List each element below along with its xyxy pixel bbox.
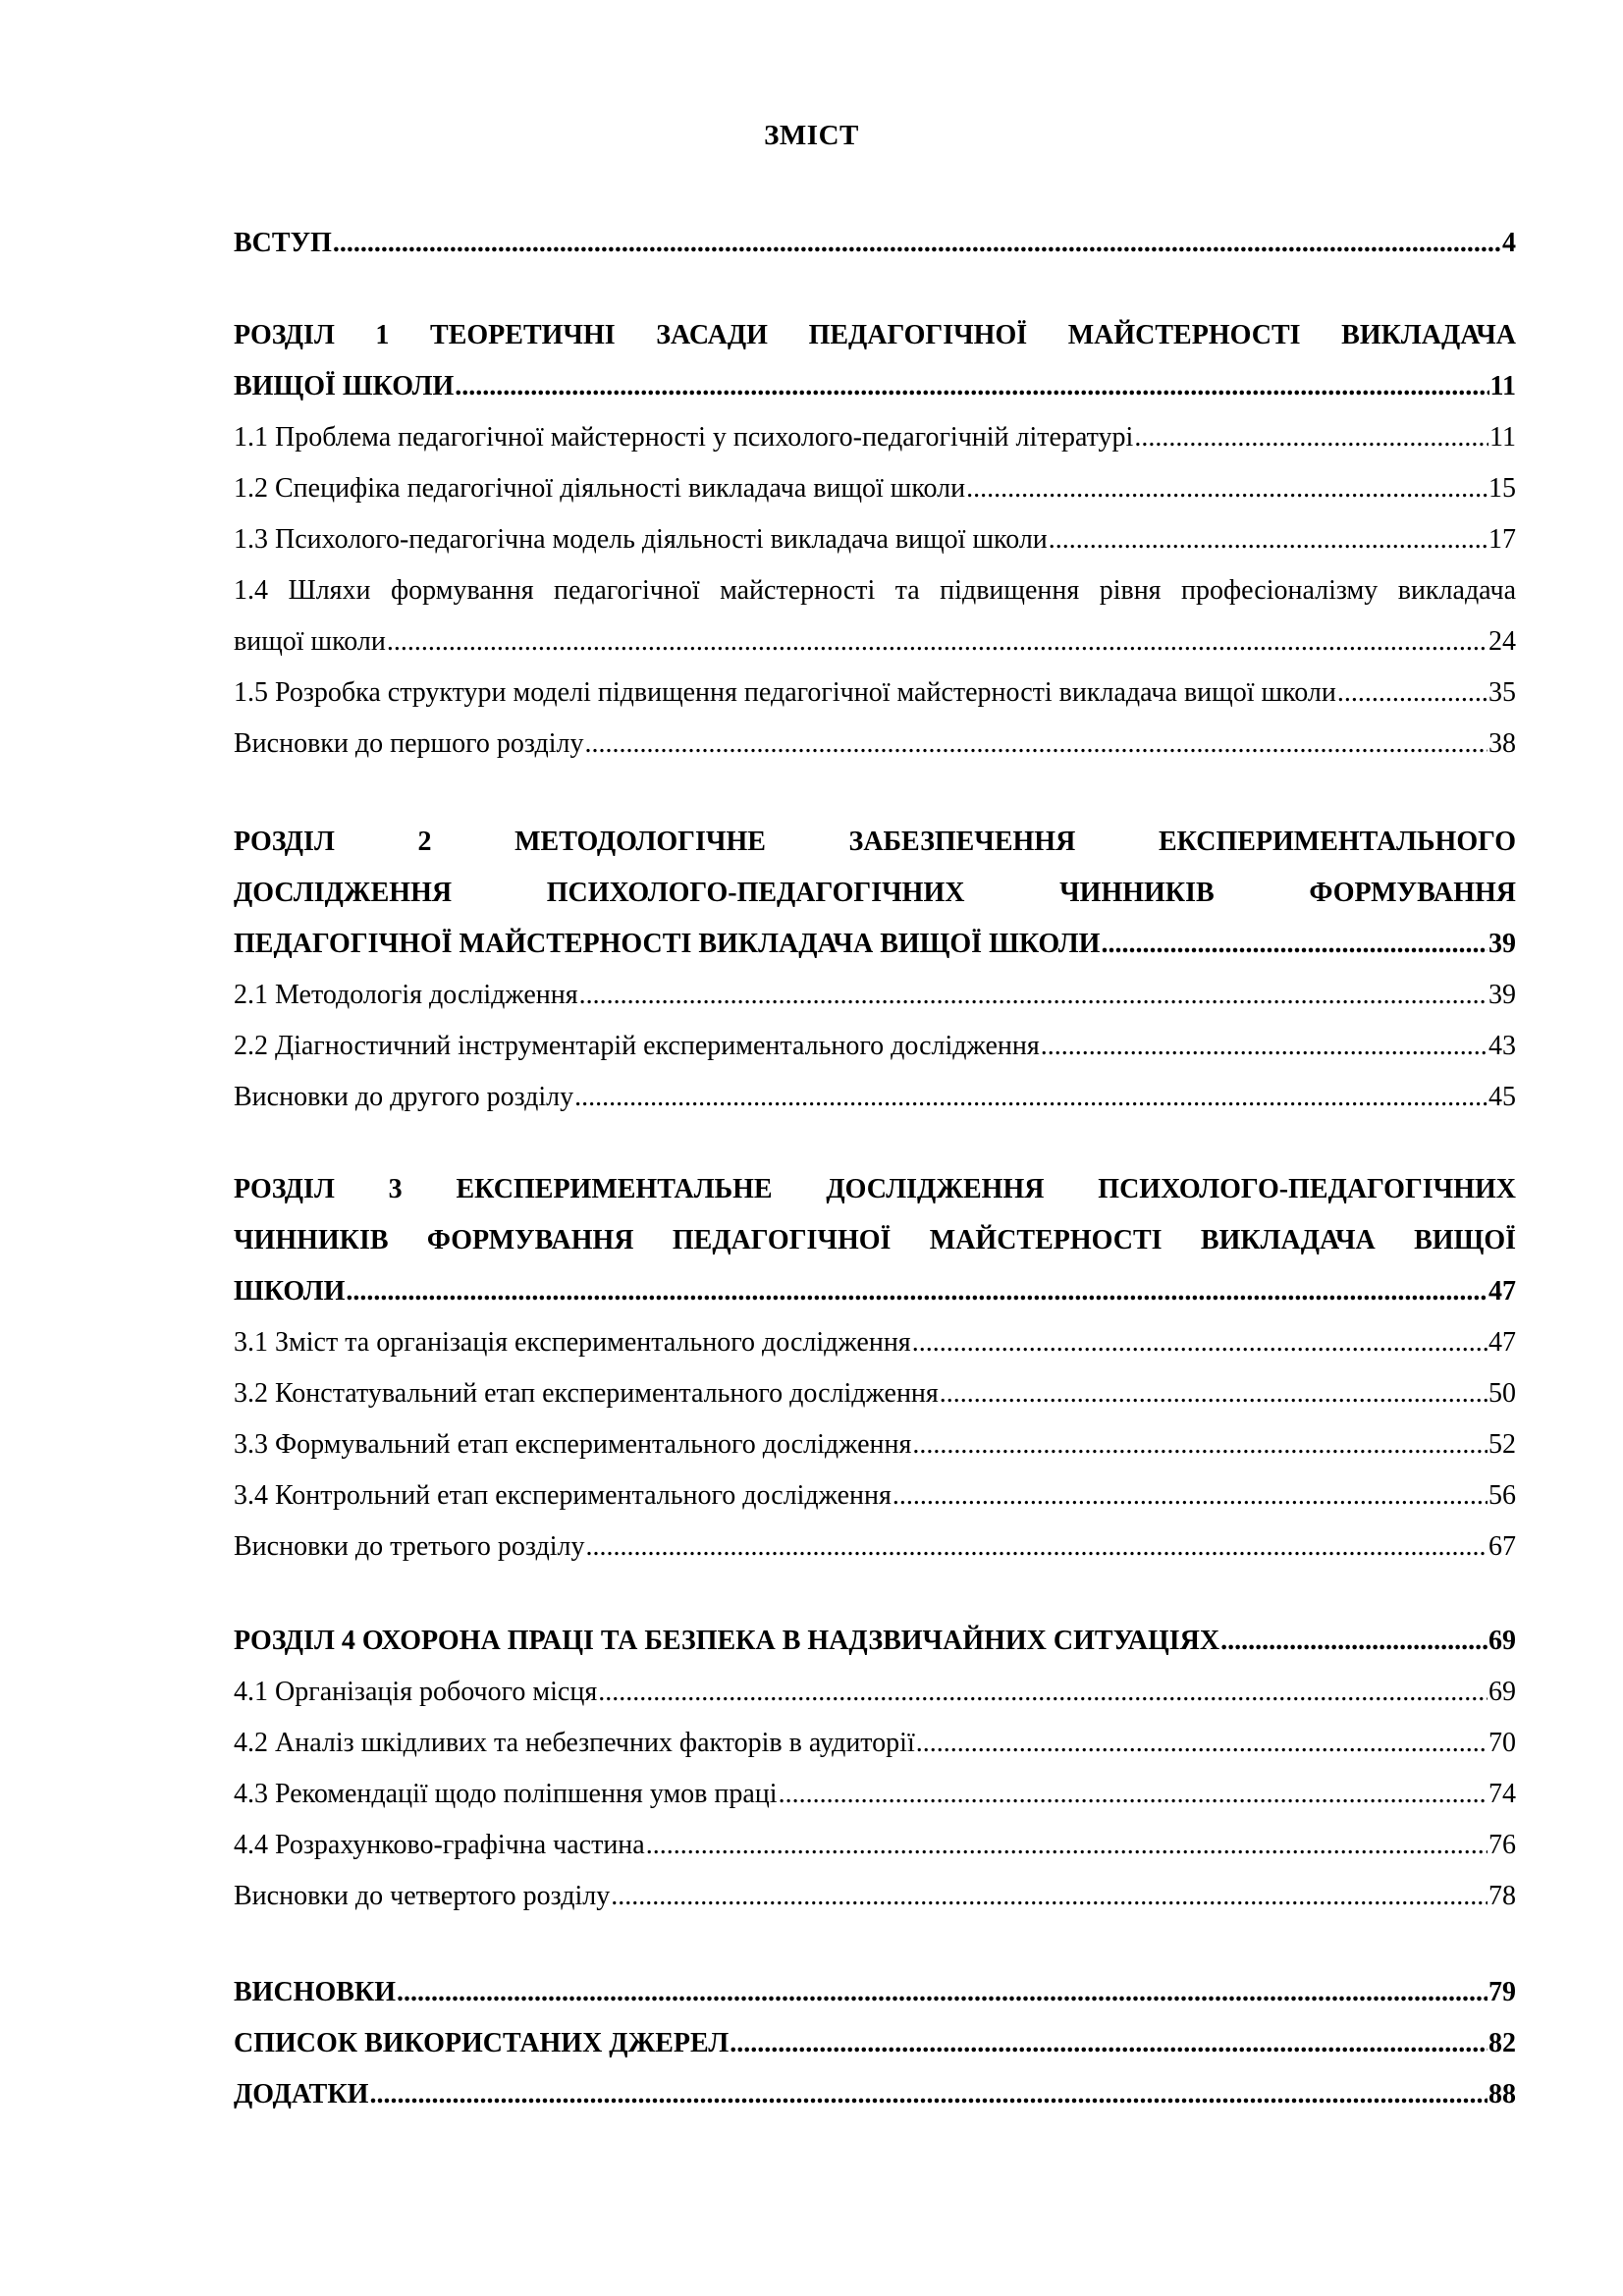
dot-leader <box>1101 919 1488 970</box>
toc-entry-text: 4.4 Розрахунково-графічна частина <box>234 1830 645 1860</box>
toc-entry-text: 1.1 Проблема педагогічної майстерності у психолого-педагогічній літературі <box>234 422 1134 453</box>
toc-section-3 <box>234 1164 1516 1573</box>
toc-entry-text: ВИСНОВКИ <box>234 1977 396 2007</box>
toc-page-number: 52 <box>1488 1429 1516 1460</box>
toc-entry[interactable] <box>234 463 1516 514</box>
toc-entry[interactable] <box>234 1769 1516 1820</box>
dot-leader <box>387 616 1488 667</box>
toc-entry-text: 4.2 Аналіз шкідливих та небезпечних факторів в аудиторії <box>234 1728 915 1758</box>
toc-entry[interactable] <box>234 667 1516 719</box>
dot-leader <box>1041 1021 1488 1072</box>
dot-leader <box>916 1718 1488 1769</box>
section-heading-line: ДОСЛІДЖЕННЯ ПСИХОЛОГО-ПЕДАГОГІЧНИХ ЧИННИКІВ ФОРМУВАННЯ <box>234 878 1516 908</box>
dot-leader <box>585 1522 1488 1573</box>
toc-entry-text: 1.5 Розробка структури моделі підвищення педагогічної майстерності викладача вищої школи <box>234 677 1336 708</box>
toc-entry-text: 1.2 Специфіка педагогічної діяльності викладача вищої школи <box>234 473 966 504</box>
toc-entry-text: 1.4 Шляхи формування педагогічної майстерності та підвищення рівня професіоналізму викладача <box>234 575 1516 606</box>
toc-end-matter <box>234 1967 1516 2120</box>
toc-page-number: 24 <box>1488 626 1516 657</box>
toc-entry[interactable] <box>234 1667 1516 1718</box>
dot-leader <box>893 1470 1488 1522</box>
toc-entry[interactable] <box>234 719 1516 770</box>
toc-entry[interactable] <box>234 565 1516 667</box>
toc-page-number: 4 <box>1502 228 1516 258</box>
section-heading-line: РОЗДІЛ 3 ЕКСПЕРИМЕНТАЛЬНЕ ДОСЛІДЖЕННЯ ПСИХОЛОГО-ПЕДАГОГІЧНИХ <box>234 1174 1516 1204</box>
toc-page-number: 43 <box>1488 1031 1516 1061</box>
toc-entry-text: 2.1 Методологія дослідження <box>234 980 578 1010</box>
section-heading-line: ШКОЛИ <box>234 1276 346 1307</box>
toc-entry[interactable] <box>234 1871 1516 1922</box>
dot-leader <box>579 970 1488 1021</box>
toc-entry-text: 2.2 Діагностичний інструментарій експериментального дослідження <box>234 1031 1040 1061</box>
toc-page-number: 79 <box>1488 1977 1516 2007</box>
section-1-heading[interactable] <box>234 310 1516 412</box>
toc-entry-text: 3.1 Зміст та організація експериментального дослідження <box>234 1327 911 1358</box>
section-2-heading[interactable] <box>234 817 1516 970</box>
toc-entry-text: Висновки до першого розділу <box>234 728 584 759</box>
toc-entry[interactable] <box>234 2069 1516 2120</box>
section-heading-line: РОЗДІЛ 2 МЕТОДОЛОГІЧНЕ ЗАБЕЗПЕЧЕННЯ ЕКСПЕРИМЕНТАЛЬНОГО <box>234 827 1516 857</box>
toc-entry[interactable] <box>234 1967 1516 2018</box>
toc-entry-text: 3.4 Контрольний етап експериментального дослідження <box>234 1480 892 1511</box>
toc-page-number: 69 <box>1488 1626 1516 1656</box>
toc-page-number: 35 <box>1488 677 1516 708</box>
toc-entry-text: 1.3 Психолого-педагогічна модель діяльності викладача вищої школи <box>234 524 1048 555</box>
toc-entry-text: 4.1 Організація робочого місця <box>234 1677 598 1707</box>
toc-page-number: 88 <box>1488 2079 1516 2109</box>
dot-leader <box>369 2069 1488 2120</box>
toc-entry[interactable] <box>234 218 1516 269</box>
toc-page-number: 47 <box>1488 1327 1516 1358</box>
dot-leader <box>1220 1616 1488 1667</box>
dot-leader <box>779 1769 1488 1820</box>
dot-leader <box>1134 412 1488 463</box>
section-heading-line: РОЗДІЛ 4 ОХОРОНА ПРАЦІ ТА БЕЗПЕКА В НАДЗВИЧАЙНИХ СИТУАЦІЯХ <box>234 1626 1220 1656</box>
dot-leader <box>730 2018 1488 2069</box>
section-heading-line: ВИЩОЇ ШКОЛИ <box>234 371 455 401</box>
dot-leader <box>611 1871 1488 1922</box>
section-heading-line: ЧИННИКІВ ФОРМУВАННЯ ПЕДАГОГІЧНОЇ МАЙСТЕРНОСТІ ВИКЛАДАЧА ВИЩОЇ <box>234 1225 1516 1255</box>
toc-entry[interactable] <box>234 1072 1516 1123</box>
dot-leader <box>940 1368 1488 1419</box>
toc-page-number: 47 <box>1488 1276 1516 1307</box>
toc-section-2 <box>234 817 1516 1123</box>
toc-entry-text: ВСТУП <box>234 228 332 258</box>
toc-page-number: 38 <box>1488 728 1516 759</box>
toc-entry[interactable] <box>234 1820 1516 1871</box>
dot-leader <box>646 1820 1488 1871</box>
toc-entry[interactable] <box>234 514 1516 565</box>
toc-page-number: 56 <box>1488 1480 1516 1511</box>
toc-page-number: 11 <box>1489 371 1516 401</box>
toc-page-number: 78 <box>1488 1881 1516 1911</box>
toc-entry[interactable] <box>234 1470 1516 1522</box>
dot-leader <box>912 1419 1488 1470</box>
toc-entry[interactable] <box>234 412 1516 463</box>
toc-page-number: 15 <box>1488 473 1516 504</box>
toc-title: ЗМІСТ <box>764 120 859 151</box>
toc-entry-text: 3.2 Констатувальний етап експериментального дослідження <box>234 1378 939 1409</box>
toc-entry[interactable] <box>234 2018 1516 2069</box>
dot-leader <box>574 1072 1488 1123</box>
toc-entry-text: Висновки до другого розділу <box>234 1082 574 1112</box>
toc-page-number: 67 <box>1488 1531 1516 1562</box>
toc-entry[interactable] <box>234 1021 1516 1072</box>
toc-entry[interactable] <box>234 1317 1516 1368</box>
toc-entry[interactable] <box>234 1368 1516 1419</box>
toc-entry-text: вищої школи <box>234 626 386 657</box>
toc-page-number: 74 <box>1488 1779 1516 1809</box>
dot-leader <box>1049 514 1488 565</box>
section-4-heading[interactable] <box>234 1616 1516 1667</box>
dot-leader <box>346 1266 1488 1317</box>
toc-entry[interactable] <box>234 1718 1516 1769</box>
toc-entry-text: 3.3 Формувальний етап експериментального дослідження <box>234 1429 912 1460</box>
toc-entry-text: Висновки до третього розділу <box>234 1531 585 1562</box>
dot-leader <box>598 1667 1488 1718</box>
dot-leader <box>1337 667 1488 719</box>
toc-page-number: 76 <box>1488 1830 1516 1860</box>
section-heading-line: ПЕДАГОГІЧНОЇ МАЙСТЕРНОСТІ ВИКЛАДАЧА ВИЩОЇ ШКОЛИ <box>234 929 1101 959</box>
section-3-heading[interactable] <box>234 1164 1516 1317</box>
toc-entry[interactable] <box>234 1522 1516 1573</box>
toc-page-number: 45 <box>1488 1082 1516 1112</box>
toc-page-number: 39 <box>1488 980 1516 1010</box>
toc-page-number: 69 <box>1488 1677 1516 1707</box>
dot-leader <box>966 463 1488 514</box>
toc-page-number: 70 <box>1488 1728 1516 1758</box>
toc-section-4 <box>234 1616 1516 1922</box>
toc-page-number: 82 <box>1488 2028 1516 2058</box>
toc-entry-text: 4.3 Рекомендації щодо поліпшення умов праці <box>234 1779 778 1809</box>
toc-page-number: 39 <box>1488 929 1516 959</box>
toc-page-number: 50 <box>1488 1378 1516 1409</box>
dot-leader <box>584 719 1488 770</box>
dot-leader <box>397 1967 1488 2018</box>
dot-leader <box>333 218 1501 269</box>
toc-entry-text: СПИСОК ВИКОРИСТАНИХ ДЖЕРЕЛ <box>234 2028 730 2058</box>
toc-page-number: 11 <box>1489 422 1516 453</box>
toc-entry-text: Висновки до четвертого розділу <box>234 1881 611 1911</box>
toc-entry[interactable] <box>234 970 1516 1021</box>
dot-leader <box>912 1317 1488 1368</box>
toc-intro <box>234 218 1516 269</box>
toc-entry-text: ДОДАТКИ <box>234 2079 369 2109</box>
toc-page-number: 17 <box>1488 524 1516 555</box>
toc-section-1 <box>234 310 1516 770</box>
toc-entry[interactable] <box>234 1419 1516 1470</box>
section-heading-line: РОЗДІЛ 1 ТЕОРЕТИЧНІ ЗАСАДИ ПЕДАГОГІЧНОЇ МАЙСТЕРНОСТІ ВИКЛАДАЧА <box>234 320 1516 350</box>
dot-leader <box>455 361 1488 412</box>
